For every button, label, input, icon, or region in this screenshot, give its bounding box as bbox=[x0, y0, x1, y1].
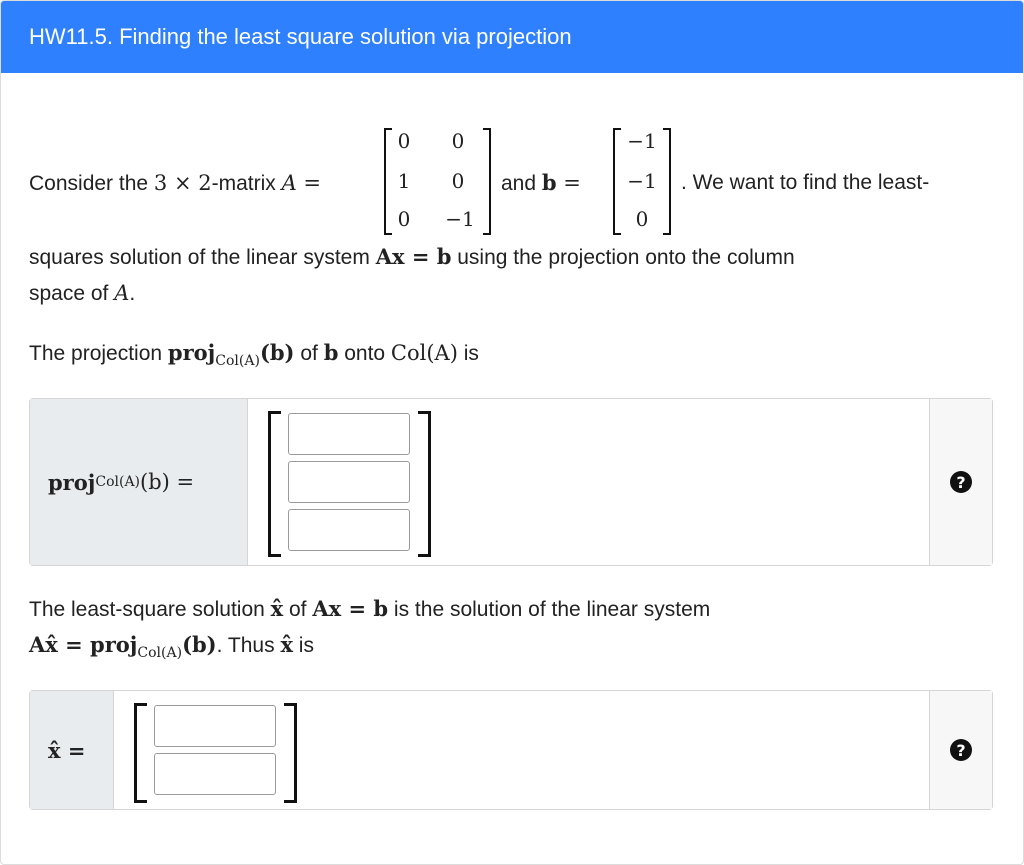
projection-answer-label: proj Col(A) (b) = bbox=[30, 399, 248, 565]
projection-help-area bbox=[929, 399, 992, 565]
xhat-answer-label: x̂ = bbox=[30, 691, 114, 809]
intro-text: Consider the 3 × 2-matrix A = bbox=[29, 171, 322, 195]
least-square-sentence-line-2: Ax̂ = proj$_{Col(A)}$(b). Thus x̂ is bbox=[29, 632, 314, 661]
matrix-A-cell: 0 bbox=[397, 207, 411, 231]
projection-answer-row bbox=[29, 398, 993, 566]
projection-input-1[interactable] bbox=[288, 413, 410, 455]
matrix-A-cell: −1 bbox=[445, 207, 475, 231]
xhat-input-1[interactable] bbox=[154, 705, 276, 747]
matrix-A-right-bracket bbox=[483, 128, 491, 235]
xhat-input-2[interactable] bbox=[154, 753, 276, 795]
and-b-text: and b = bbox=[501, 170, 581, 195]
help-icon[interactable]: ? bbox=[950, 471, 972, 493]
projection-right-bracket bbox=[418, 411, 431, 557]
intro-suffix: . We want to find the least- bbox=[681, 171, 930, 194]
projection-left-bracket bbox=[268, 411, 281, 557]
vector-b-cell: −1 bbox=[627, 129, 657, 153]
matrix-A-cell: 1 bbox=[397, 169, 411, 193]
least-square-sentence: The least-square solution x̂ of Ax = b is the solution of the linear system bbox=[29, 596, 711, 621]
xhat-answer-row bbox=[29, 690, 993, 810]
vector-b-cell: −1 bbox=[627, 169, 657, 193]
projection-input-3[interactable] bbox=[288, 509, 410, 551]
xhat-help-area bbox=[929, 691, 992, 809]
vector-b-cell: 0 bbox=[635, 207, 649, 231]
question-header bbox=[1, 1, 1023, 73]
matrix-A-cell: 0 bbox=[451, 129, 465, 153]
projection-sentence: The projection proj$_{Col(A)}$(b) of b onto Col(A) is bbox=[29, 340, 479, 369]
matrix-A-left-bracket bbox=[384, 128, 392, 235]
matrix-A-cell: 0 bbox=[451, 169, 465, 193]
question-title: HW11.5. Finding the least square solution via projection bbox=[29, 24, 572, 49]
matrix-A-cell: 0 bbox=[397, 129, 411, 153]
problem-line-3: space of A. bbox=[29, 281, 136, 305]
problem-line-2: squares solution of the linear system Ax = b using the projection onto the column bbox=[29, 244, 795, 269]
xhat-left-bracket bbox=[134, 703, 147, 803]
xhat-right-bracket bbox=[284, 703, 297, 803]
projection-input-2[interactable] bbox=[288, 461, 410, 503]
help-icon[interactable]: ? bbox=[950, 739, 972, 761]
vector-b-right-bracket bbox=[663, 128, 671, 235]
